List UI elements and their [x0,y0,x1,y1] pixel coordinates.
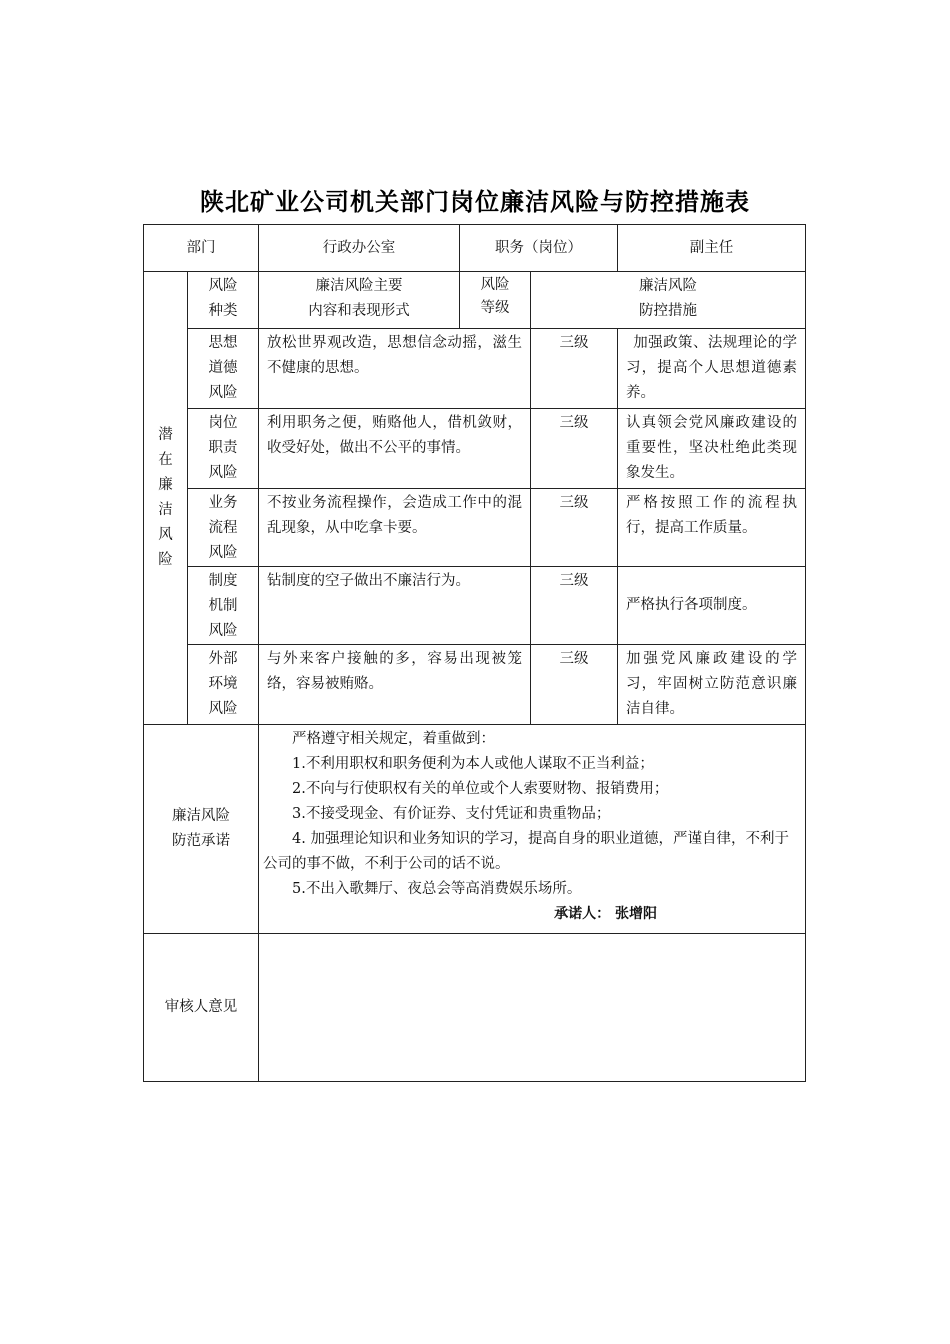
risk-side-label [144,272,188,725]
position-value: 副主任 [618,225,806,272]
risk-level: 三级 [531,567,618,645]
risk-level: 三级 [531,645,618,725]
risk-row [144,489,806,567]
side-char: 潜 [158,427,173,443]
risk-measure: 加强党风廉政建设的学习，牢固树立防范意识廉洁自律。 [618,645,806,725]
commitment-item: 4. 加强理论知识和业务知识的学习，提高自身的职业道德，严谨自律，不利于公司的事不做，不利于公司的话不说。 [263,831,789,872]
risk-row [144,645,806,725]
dept-label: 部门 [144,225,259,272]
risk-content: 不按业务流程操作，会造成工作中的混乱现象，从中吃拿卡要。 [259,489,531,567]
side-char: 险 [158,552,173,568]
commitment-text [259,725,806,934]
risk-type: 思想 道德 风险 [188,329,259,409]
risk-measure: 严格执行各项制度。 [618,567,806,645]
risk-row [144,329,806,409]
risk-type: 岗位 职责 风险 [188,409,259,489]
risk-measure: 严格按照工作的流程执行，提高工作质量。 [618,489,806,567]
risk-level: 三级 [531,489,618,567]
commitment-intro: 严格遵守相关规定，着重做到： [292,731,495,747]
dept-value: 行政办公室 [259,225,460,272]
commitment-item: 5.不出入歌舞厅、夜总会等高消费娱乐场所。 [292,881,582,897]
side-char: 在 [158,452,173,468]
commitment-item: 1.不利用职权和职务便利为本人或他人谋取不正当利益； [292,756,654,772]
page-title: 陕北矿业公司机关部门岗位廉洁风险与防控措施表 [200,188,750,216]
commitment-item: 3.不接受现金、有价证券、支付凭证和贵重物品； [292,806,611,822]
risk-content: 钻制度的空子做出不廉洁行为。 [259,567,531,645]
review-label: 审核人意见 [144,934,259,1082]
col-header-content: 廉洁风险主要 内容和表现形式 [259,272,460,329]
risk-form-table [143,224,806,1082]
side-char: 廉 [158,477,173,493]
commitment-label: 廉洁风险 防范承诺 [144,725,259,934]
risk-content: 放松世界观改造，思想信念动摇，滋生不健康的思想。 [259,329,531,409]
col-header-level: 风险 等级 [460,272,531,329]
risk-column-header-row [144,272,806,329]
review-opinion-field[interactable] [259,934,806,1082]
side-char: 洁 [158,502,173,518]
commitment-item: 2.不向与行使职权有关的单位或个人索要财物、报销费用； [292,781,669,797]
risk-row [144,567,806,645]
risk-type: 制度 机制 风险 [188,567,259,645]
col-header-measure: 廉洁风险 防控措施 [531,272,806,329]
col-header-type: 风险 种类 [188,272,259,329]
risk-type: 外部 环境 风险 [188,645,259,725]
commitment-signer: 承诺人： 张增阳 [554,906,657,922]
risk-level: 三级 [531,409,618,489]
risk-type: 业务 流程 风险 [188,489,259,567]
risk-row [144,409,806,489]
commitment-row [144,725,806,934]
risk-measure: 加强政策、法规理论的学习，提高个人思想道德素养。 [618,329,806,409]
risk-measure: 认真领会党风廉政建设的重要性，坚决杜绝此类现象发生。 [618,409,806,489]
risk-level: 三级 [531,329,618,409]
review-row [144,934,806,1082]
position-label: 职务（岗位） [460,225,618,272]
header-row [144,225,806,272]
risk-content: 利用职务之便，贿赂他人，借机敛财，收受好处，做出不公平的事情。 [259,409,531,489]
side-char: 风 [158,527,173,543]
risk-content: 与外来客户接触的多，容易出现被笼络，容易被贿赂。 [259,645,531,725]
